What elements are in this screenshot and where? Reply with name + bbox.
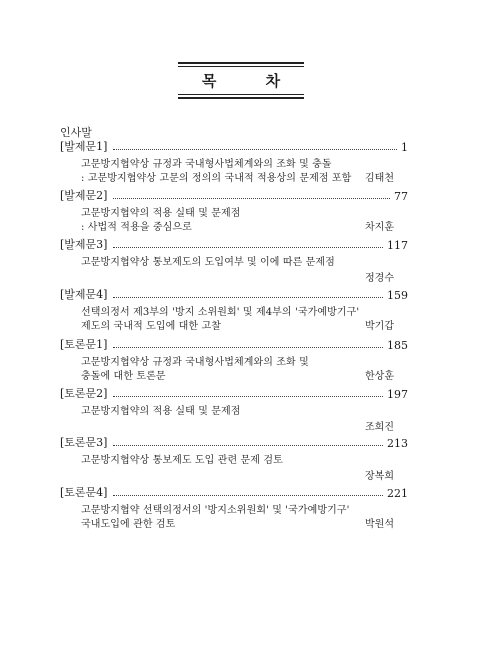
toc-entry bbox=[60, 236, 408, 284]
entry-label: [토론문2] bbox=[60, 387, 108, 400]
dot-leader bbox=[113, 347, 383, 348]
entry-page-number: 185 bbox=[387, 339, 408, 352]
entry-title-line: 선택의정서 제3부의 '방지 소위원회' 및 제4부의 '국가예방기구' bbox=[81, 307, 360, 318]
dot-leader bbox=[113, 495, 383, 496]
entry-page-number: 77 bbox=[394, 190, 408, 203]
entry-header bbox=[60, 336, 408, 352]
entry-label: [토론문1] bbox=[60, 338, 108, 351]
entry-author: 박원석 bbox=[365, 519, 394, 530]
entry-title-line: 고문방지협약 선택의정서의 '방지소위원회' 및 '국가예방기구' bbox=[81, 505, 350, 516]
entry-subtitle-line: : 고문방지협약상 고문의 정의의 국내적 적용상의 문제점 포함 bbox=[81, 173, 352, 184]
entry-header bbox=[60, 484, 408, 500]
entry-header bbox=[60, 434, 408, 450]
entry-page-number: 197 bbox=[387, 388, 408, 401]
entry-label: [토론문3] bbox=[60, 436, 108, 449]
entry-label: [발제문4] bbox=[60, 288, 108, 301]
entry-title-line: 고문방지협약의 적용 실태 및 문제점 bbox=[81, 406, 241, 417]
entry-page-number: 1 bbox=[401, 141, 408, 154]
entry-title-line: 고문방지협약상 규정과 국내형사법체계와의 조화 및 충돌 bbox=[81, 159, 332, 170]
toc-entry bbox=[60, 187, 408, 233]
entry-author: 김태천 bbox=[365, 173, 394, 184]
entry-label: [발제문3] bbox=[60, 238, 108, 251]
entry-title-line: 고문방지협약의 적용 실태 및 문제점 bbox=[81, 208, 241, 219]
intro-heading: 인사말 bbox=[60, 126, 92, 139]
entry-label: [토론문4] bbox=[60, 486, 108, 499]
toc-entry bbox=[60, 286, 408, 332]
entry-header bbox=[60, 138, 408, 154]
entry-title-line: 국내도입에 관한 검토 bbox=[81, 519, 176, 530]
toc-entry bbox=[60, 385, 408, 433]
entry-title-line: 고문방지협약상 통보제도의 도입여부 및 이에 따른 문제점 bbox=[81, 257, 335, 268]
dot-leader bbox=[113, 445, 383, 446]
entry-header bbox=[60, 286, 408, 302]
entry-title-line: 충돌에 대한 토론문 bbox=[81, 371, 166, 382]
toc-entry bbox=[60, 336, 408, 382]
entry-title-line: 고문방지협약상 규정과 국내형사법체계와의 조화 및 bbox=[81, 357, 309, 368]
entry-header bbox=[60, 187, 408, 203]
entry-author: 한상훈 bbox=[365, 371, 394, 382]
entry-author: 정경수 bbox=[365, 273, 394, 284]
entry-title-line: 제도의 국내적 도입에 대한 고찰 bbox=[81, 321, 221, 332]
entry-subtitle-line: : 사법적 적용을 중심으로 bbox=[81, 222, 192, 233]
entry-author: 장복희 bbox=[365, 471, 394, 482]
entry-title-line: 고문방지협약상 통보제도 도입 관련 문제 검토 bbox=[81, 455, 283, 466]
entry-author: 조희진 bbox=[365, 422, 394, 433]
entry-page-number: 117 bbox=[387, 239, 408, 252]
dot-leader bbox=[113, 247, 383, 248]
toc-title: 목 차 bbox=[201, 72, 303, 90]
toc-entry bbox=[60, 434, 408, 482]
dot-leader bbox=[113, 396, 383, 397]
entry-author: 차지훈 bbox=[365, 222, 394, 233]
dot-leader bbox=[113, 149, 397, 150]
dot-leader bbox=[113, 198, 390, 199]
toc-entry bbox=[60, 484, 408, 530]
entry-page-number: 221 bbox=[387, 487, 408, 500]
toc-title-box bbox=[178, 62, 304, 99]
entry-header bbox=[60, 236, 408, 252]
entry-label: [발제문2] bbox=[60, 189, 108, 202]
entry-label: [발제문1] bbox=[60, 140, 108, 153]
entry-page-number: 159 bbox=[387, 289, 408, 302]
entry-author: 박기갑 bbox=[365, 321, 394, 332]
dot-leader bbox=[113, 297, 383, 298]
entry-header bbox=[60, 385, 408, 401]
entry-page-number: 213 bbox=[387, 437, 408, 450]
toc-entry bbox=[60, 138, 408, 184]
